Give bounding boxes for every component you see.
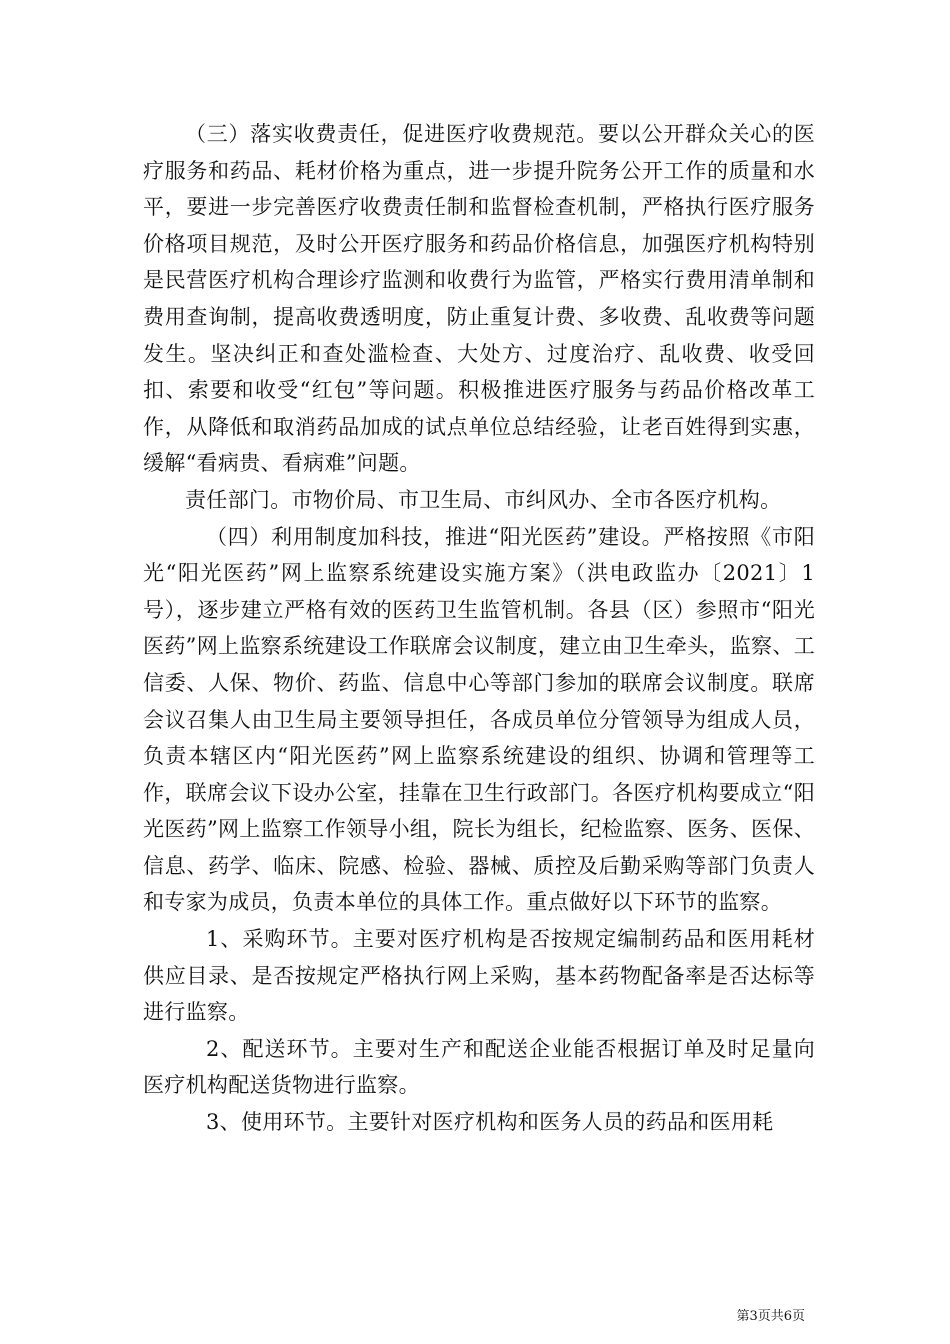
paragraph-sunshine-medicine: （四）利用制度加科技，推进“阳光医药”建设。严格按照《市阳光“阳光医药”网上监察系统建设实施方案》（洪电政监办〔2021〕1号），逐步建立严格有效的医药卫生监管机制。各县（区）参照市“阳光医药”网上监察系统建设工作联席会议制度，建立由卫生牵头，监察、工信委、人保、物价、药监、信息中心等部门参加的联席会议制度。联席会议召集人由卫生局主要领导担任，各成员单位分管领导为组成人员，负责本辖区内“阳光医药”网上监察系统建设的组织、协调和管理等工作，联席会议下设办公室，挂靠在卫生行政部门。各医疗机构要成立“阳光医药”网上监察工作领导小组，院长为组长，纪检监察、医务、医保、信息、药学、临床、院感、检验、器械、质控及后勤采购等部门负责人和专家为成员，负责本单位的具体工作。重点做好以下环节的监察。 [143, 524, 815, 915]
paragraph-fee-responsibility: （三）落实收费责任，促进医疗收费规范。要以公开群众关心的医疗服务和药品、耗材价格为重点，进一步提升院务公开工作的质量和水平，要进一步完善医疗收费责任制和监督检查机制，严格执行医疗服务价格项目规范，及时公开医疗服务和药品价格信息，加强医疗机构特别是民营医疗机构合理诊疗监测和收费行为监管，严格实行费用清单制和费用查询制，提高收费透明度，防止重复计费、多收费、乱收费等问题发生。坚决纠正和查处滥检查、大处方、过度治疗、乱收费、收受回扣、索要和收受“红包”等问题。积极推进医疗服务与药品价格改革工作，从降低和取消药品加成的试点单位总结经验，让老百姓得到实惠，缓解“看病贵、看病难”问题。 [143, 122, 815, 476]
paragraph-usage: 3、使用环节。主要针对医疗机构和医务人员的药品和医用耗 [206, 1110, 774, 1135]
paragraph-procurement: 1、采购环节。主要对医疗机构是否按规定编制药品和医用耗材供应目录、是否按规定严格执行网上采购，基本药物配备率是否达标等进行监察。 [143, 927, 815, 1025]
page-number-footer: 第3页共6页 [736, 1309, 805, 1324]
paragraph-distribution: 2、配送环节。主要对生产和配送企业能否根据订单及时足量向医疗机构配送货物进行监察。 [143, 1036, 815, 1098]
document-body [143, 116, 815, 1141]
paragraph-responsible-departments: 责任部门。市物价局、市卫生局、市纠风办、全市各医疗机构。 [185, 487, 782, 512]
